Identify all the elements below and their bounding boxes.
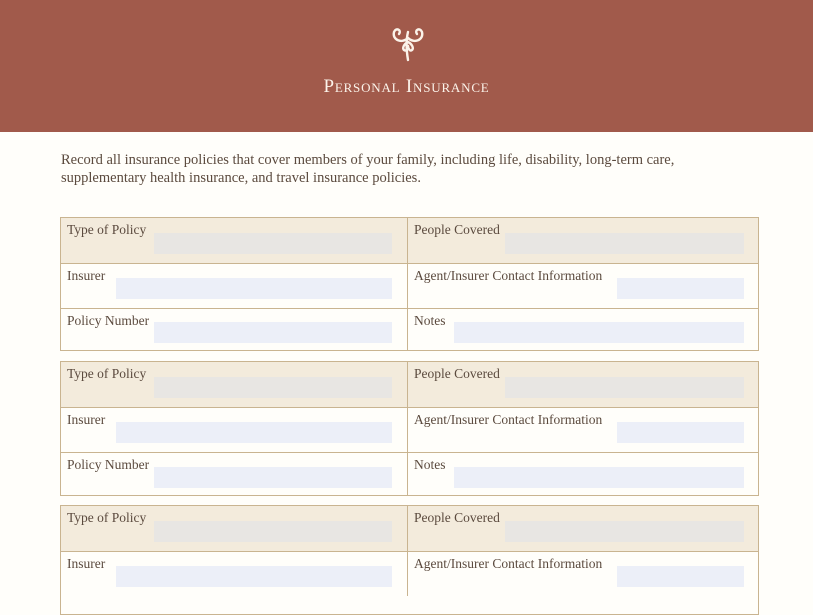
people-covered-field[interactable] <box>505 233 744 254</box>
people-covered-label: People Covered <box>414 222 500 237</box>
ornament-icon <box>386 24 430 62</box>
policy-number-label: Policy Number <box>67 457 150 472</box>
type-of-policy-field[interactable] <box>154 521 392 542</box>
people-covered-label: People Covered <box>414 366 500 381</box>
policy-group-3 <box>60 505 759 615</box>
contact-info-label: Agent/Insurer Contact Information <box>414 556 603 571</box>
policy-number-label: Policy Number <box>67 313 150 328</box>
notes-field[interactable] <box>454 322 744 343</box>
type-of-policy-label: Type of Policy <box>67 366 147 381</box>
policy-row-insurer <box>61 263 758 308</box>
policy-number-field[interactable] <box>154 322 392 343</box>
notes-label: Notes <box>414 313 446 328</box>
policy-row-type <box>61 362 758 407</box>
insurer-label: Insurer <box>67 556 106 571</box>
insurer-field[interactable] <box>116 566 392 587</box>
contact-info-field[interactable] <box>617 278 744 299</box>
people-covered-field[interactable] <box>505 521 744 542</box>
insurer-field[interactable] <box>116 278 392 299</box>
policy-row-type <box>61 218 758 263</box>
contact-info-label: Agent/Insurer Contact Information <box>414 268 603 283</box>
insurer-label: Insurer <box>67 412 106 427</box>
policy-row-insurer <box>61 551 758 596</box>
type-of-policy-label: Type of Policy <box>67 510 147 525</box>
insurer-field[interactable] <box>116 422 392 443</box>
policy-row-type <box>61 506 758 551</box>
type-of-policy-label: Type of Policy <box>67 222 147 237</box>
page-title: Personal Insurance <box>323 76 490 97</box>
policy-row-number <box>61 308 758 350</box>
contact-info-label: Agent/Insurer Contact Information <box>414 412 603 427</box>
notes-field[interactable] <box>454 467 744 488</box>
insurer-label: Insurer <box>67 268 106 283</box>
contact-info-field[interactable] <box>617 422 744 443</box>
type-of-policy-field[interactable] <box>154 377 392 398</box>
policy-group-1 <box>60 217 759 351</box>
intro-text: Record all insurance policies that cover members of your family, including life, disability, long-term care, supplementary health insurance, and travel insurance policies. <box>61 152 675 186</box>
notes-label: Notes <box>414 457 446 472</box>
people-covered-label: People Covered <box>414 510 500 525</box>
policy-group-2 <box>60 361 759 496</box>
policy-row-number <box>61 452 758 495</box>
type-of-policy-field[interactable] <box>154 233 392 254</box>
people-covered-field[interactable] <box>505 377 744 398</box>
page-header <box>0 0 813 132</box>
policy-row-insurer <box>61 407 758 452</box>
contact-info-field[interactable] <box>617 566 744 587</box>
policy-number-field[interactable] <box>154 467 392 488</box>
